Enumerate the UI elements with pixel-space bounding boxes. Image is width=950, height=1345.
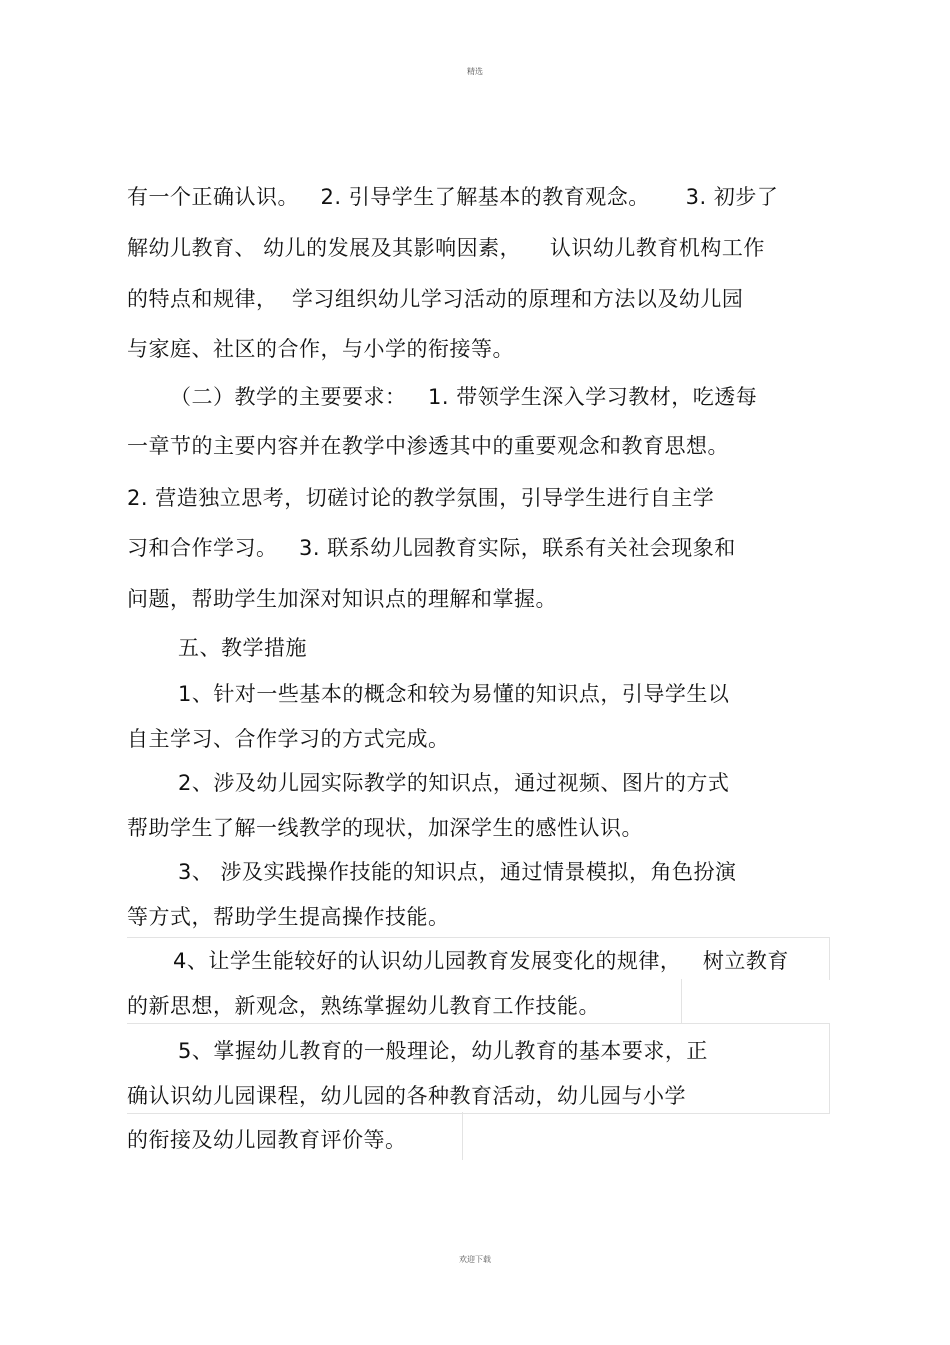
text-line: 5、掌握幼儿教育的一般理论，幼儿教育的基本要求，正 <box>178 1039 708 1063</box>
text-line: 确认识幼儿园课程，幼儿园的各种教育活动，幼儿园与小学 <box>127 1084 686 1108</box>
text-line: 有一个正确认识。 2. 引导学生了解基本的教育观念。 3. 初步了 <box>127 185 779 209</box>
text-line: （二）教学的主要要求： 1. 带领学生深入学习教材，吃透每 <box>170 385 758 409</box>
text-line: 2、涉及幼儿园实际教学的知识点，通过视频、图片的方式 <box>178 771 730 795</box>
page-header: 精选 <box>467 67 483 76</box>
page-footer: 欢迎下载 <box>459 1255 491 1264</box>
text-line: 的衔接及幼儿园教育评价等。 <box>127 1128 407 1152</box>
text-line: 3、 涉及实践操作技能的知识点，通过情景模拟，角色扮演 <box>178 860 737 884</box>
text-line: 习和合作学习。 3. 联系幼儿园教育实际，联系有关社会现象和 <box>127 536 736 560</box>
section-heading: 五、教学措施 <box>178 636 307 660</box>
text-line: 等方式，帮助学生提高操作技能。 <box>127 905 450 929</box>
text-line: 问题，帮助学生加深对知识点的理解和掌握。 <box>127 587 557 611</box>
table-border <box>681 979 830 1023</box>
text-line: 的特点和规律， 学习组织幼儿学习活动的原理和方法以及幼儿园 <box>127 287 744 311</box>
text-line: 的新思想，新观念，熟练掌握幼儿教育工作技能。 <box>127 994 600 1018</box>
text-line: 2. 营造独立思考，切磋讨论的教学氛围，引导学生进行自主学 <box>127 486 715 510</box>
text-line: 4、让学生能较好的认识幼儿园教育发展变化的规律， 树立教育 <box>173 949 789 973</box>
text-line: 帮助学生了解一线教学的现状，加深学生的感性认识。 <box>127 816 643 840</box>
text-line: 自主学习、合作学习的方式完成。 <box>127 727 450 751</box>
text-line: 解幼儿教育、 幼儿的发展及其影响因素， 认识幼儿教育机构工作 <box>127 236 765 260</box>
table-border <box>462 1112 464 1160</box>
text-line: 1、针对一些基本的概念和较为易懂的知识点，引导学生以 <box>178 682 730 706</box>
text-line: 与家庭、社区的合作，与小学的衔接等。 <box>127 337 514 361</box>
text-line: 一章节的主要内容并在教学中渗透其中的重要观念和教育思想。 <box>127 434 729 458</box>
